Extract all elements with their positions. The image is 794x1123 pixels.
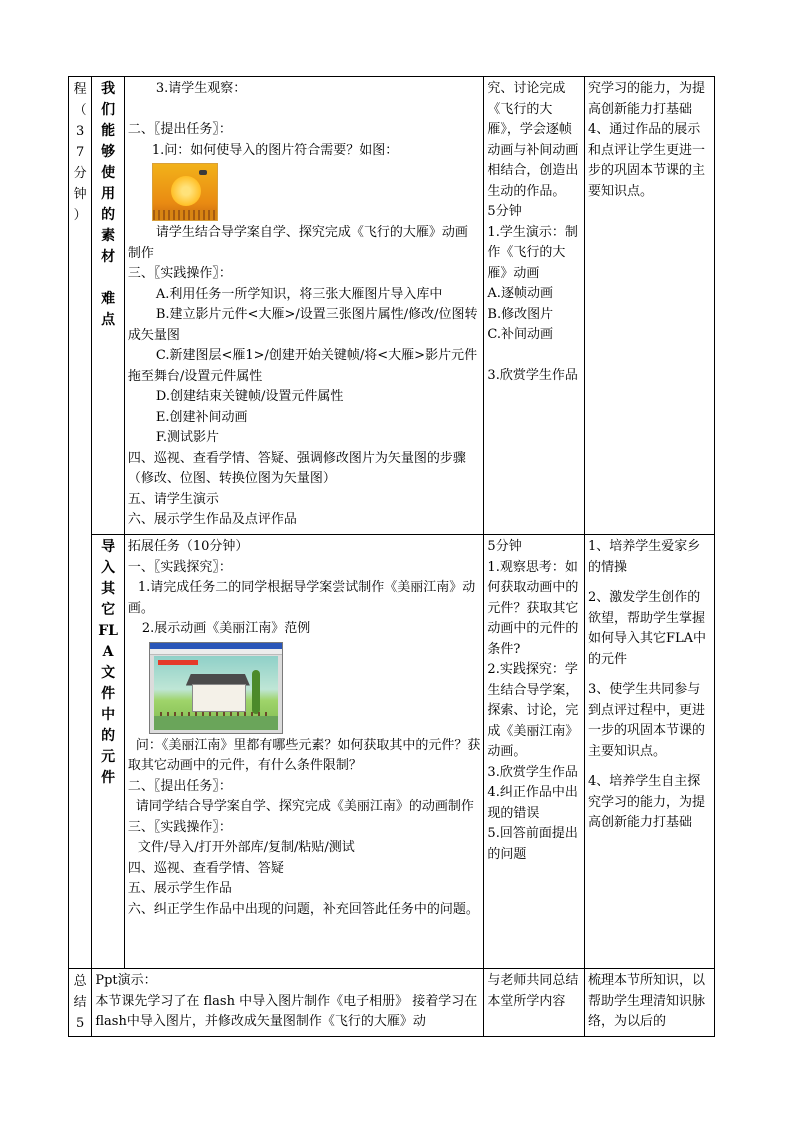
content-line: 四、巡视、查看学情、答疑、强调修改图片为矢量图的步骤（修改、位图、转换位图为矢量图） <box>127 450 466 486</box>
topic-char: 材 <box>101 249 116 265</box>
topic-char: 入 <box>101 560 116 576</box>
content-line: C.补间动画 <box>487 327 554 342</box>
content-line: 六、纠正学生作品中出现的问题，补充回答此任务中的问题。 <box>127 901 479 917</box>
topic-char: 能 <box>101 123 116 139</box>
content-line <box>487 346 581 367</box>
topic-char: 件 <box>101 686 116 702</box>
content-line: 三、〖实践操作〗： <box>127 266 232 281</box>
topic-char: 它 <box>101 602 116 618</box>
content-line: 3.请学生观察： <box>155 81 247 96</box>
topic-char: 文 <box>101 665 116 681</box>
stage-char: 程 <box>73 82 87 97</box>
stage-char: 7 <box>76 145 85 160</box>
content-line: 究学习的能力，为提高创新能力打基础 <box>587 81 705 117</box>
content-line: 文件/导入/打开外部库/复制/粘贴/测试 <box>137 840 355 855</box>
design-purpose-cell <box>584 77 714 535</box>
sunset-image <box>152 163 218 221</box>
content-line: 3、使学生共同参与到点评过程中，更进一步的巩固本节课的主要知识点。 <box>587 682 705 759</box>
student-activity-cell <box>484 969 585 1037</box>
table-row-summary <box>69 969 715 1037</box>
beautiful-jiangnan-image <box>149 642 283 734</box>
content-line: 4、通过作品的展示和点评让学生更进一步的巩固本节课的主要知识点。 <box>587 122 705 199</box>
content-line: 4.纠正作品中出现的错误 <box>487 785 578 821</box>
lesson-plan-table <box>68 76 715 1037</box>
content-line: 与老师共同总结本堂所学内容 <box>487 973 579 1009</box>
stage-char: （ <box>73 103 87 118</box>
content-line: 5.回答前面提出的问题 <box>487 826 578 862</box>
content-line: 请学生结合导学案自学、探究完成《飞行的大雁》动画制作 <box>127 225 468 261</box>
content-line: 1.问：如何使导入的图片符合需要？如图： <box>151 142 399 158</box>
content-line: 五、请学生演示 <box>127 491 219 507</box>
student-activity-cell <box>484 77 585 535</box>
topic-char: 点 <box>101 312 116 328</box>
content-line: 3.欣赏学生作品 <box>487 368 578 383</box>
topic-char: 我 <box>101 81 116 97</box>
topic-char: 其 <box>101 581 116 597</box>
topic-char: 用 <box>101 186 116 202</box>
topic-char: 使 <box>101 165 116 181</box>
content-line: 请同学结合导学案自学、探究完成《美丽江南》的动画制作 <box>135 799 474 814</box>
topic-cell <box>92 535 125 969</box>
topic-char: 导 <box>101 539 116 555</box>
table-row-expand <box>69 535 715 969</box>
content-line: F.测试影片 <box>155 430 219 445</box>
table-row-process <box>69 77 715 535</box>
content-line: 六、展示学生作品及点评作品 <box>127 512 297 527</box>
content-line: 问：《美丽江南》里都有哪些元素？如何获取其中的元件？获取其它动画中的元件，有什么条件限制？ <box>127 737 481 773</box>
content-line: 2.实践探究：学生结合导学案，探索、讨论，完成《美丽江南》动画。 <box>487 662 579 759</box>
stage-char: ） <box>73 208 87 223</box>
topic-char: 难 <box>101 291 116 307</box>
content-line: 1.学生演示：制作《飞行的大雁》动画 <box>487 224 578 281</box>
content-line: B.建立影片元件<大雁>/设置三张图片属性/修改/位图转成矢量图 <box>127 307 478 343</box>
topic-char: 够 <box>101 144 116 160</box>
content-line: C.新建图层<雁1>/创建开始关键帧/将<大雁>影片元件拖至舞台/设置元件属性 <box>127 348 478 384</box>
content-line: 五、展示学生作品 <box>127 881 232 896</box>
topic-char: FL <box>98 623 118 639</box>
design-purpose-cell <box>584 969 714 1037</box>
content-line: E.创建补间动画 <box>155 409 248 425</box>
topic-char: 们 <box>101 102 116 118</box>
stage-char: 5 <box>76 1016 85 1031</box>
content-line: B.修改图片 <box>487 306 554 322</box>
student-activity-cell <box>484 535 585 969</box>
content-line: 2、激发学生创作的欲望，帮助学生掌握如何导入其它FLA中的元件 <box>587 590 707 667</box>
content-line: 四、巡视、查看学情、答疑 <box>127 860 284 876</box>
content-line: A.逐帧动画 <box>487 286 553 301</box>
topic-char: 的 <box>101 728 116 744</box>
content-line: 1、培养学生爱家乡的情操 <box>587 539 701 575</box>
content-line: 1.请完成任务二的同学根据导学案尝试制作《美丽江南》动画。 <box>127 580 476 616</box>
topic-char: A <box>102 644 114 660</box>
content-line: 二、〖提出任务〗： <box>127 778 232 794</box>
content-line: Ppt演示： <box>95 973 157 988</box>
topic-char: 素 <box>101 228 116 244</box>
topic-char: 件 <box>101 770 116 786</box>
content-line <box>128 100 481 121</box>
content-line: 5分钟 <box>487 204 522 219</box>
stage-char: 3 <box>76 124 85 139</box>
content-line: D.创建结束关键帧/设置元件属性 <box>155 389 344 404</box>
teacher-activity-cell <box>124 535 484 969</box>
content-line: 5分钟 <box>487 539 522 554</box>
design-purpose-cell <box>584 535 714 969</box>
content-line: 4、培养学生自主探究学习的能力，为提高创新能力打基础 <box>587 774 705 830</box>
stage-char: 分 <box>73 166 87 181</box>
content-line: 一、〖实践探究〗： <box>127 559 232 575</box>
stage-char: 总 <box>73 974 87 989</box>
topic-char: 中 <box>101 707 116 723</box>
content-line: 1.观察思考：如何获取动画中的元件？获取其它动画中的元件的条件? <box>487 559 579 657</box>
stage-label-cell <box>69 969 92 1037</box>
content-line: 本节课先学习了在 flash 中导入图片制作《电子相册》 接着学习在 flash中导入图片，并修改成矢量图制作《飞行的大雁》动 <box>95 993 478 1029</box>
topic-char: 的 <box>101 207 116 223</box>
summary-content-cell <box>92 969 484 1037</box>
stage-char: 结 <box>73 995 87 1010</box>
stage-label-cell <box>69 77 92 969</box>
topic-char: 元 <box>101 749 116 765</box>
content-line: 二、〖提出任务〗： <box>127 122 232 137</box>
content-line: 梳理本节所知识，以帮助学生理清知识脉络，为以后的 <box>587 973 705 1029</box>
content-line: 3.欣赏学生作品 <box>487 764 578 780</box>
content-line: 究、讨论完成《飞行的大雁》，学会逐帧动画与补间动画相结合，创造出生动的作品。 <box>487 81 579 199</box>
topic-cell <box>92 77 125 535</box>
content-line: 拓展任务（10分钟） <box>127 539 249 554</box>
content-line: 2.展示动画《美丽江南》范例 <box>141 621 311 636</box>
teacher-activity-cell <box>124 77 484 535</box>
stage-char: 钟 <box>73 187 87 202</box>
content-line: 三、〖实践操作〗： <box>127 819 232 835</box>
content-line: A.利用任务一所学知识，将三张大雁图片导入库中 <box>155 286 443 302</box>
